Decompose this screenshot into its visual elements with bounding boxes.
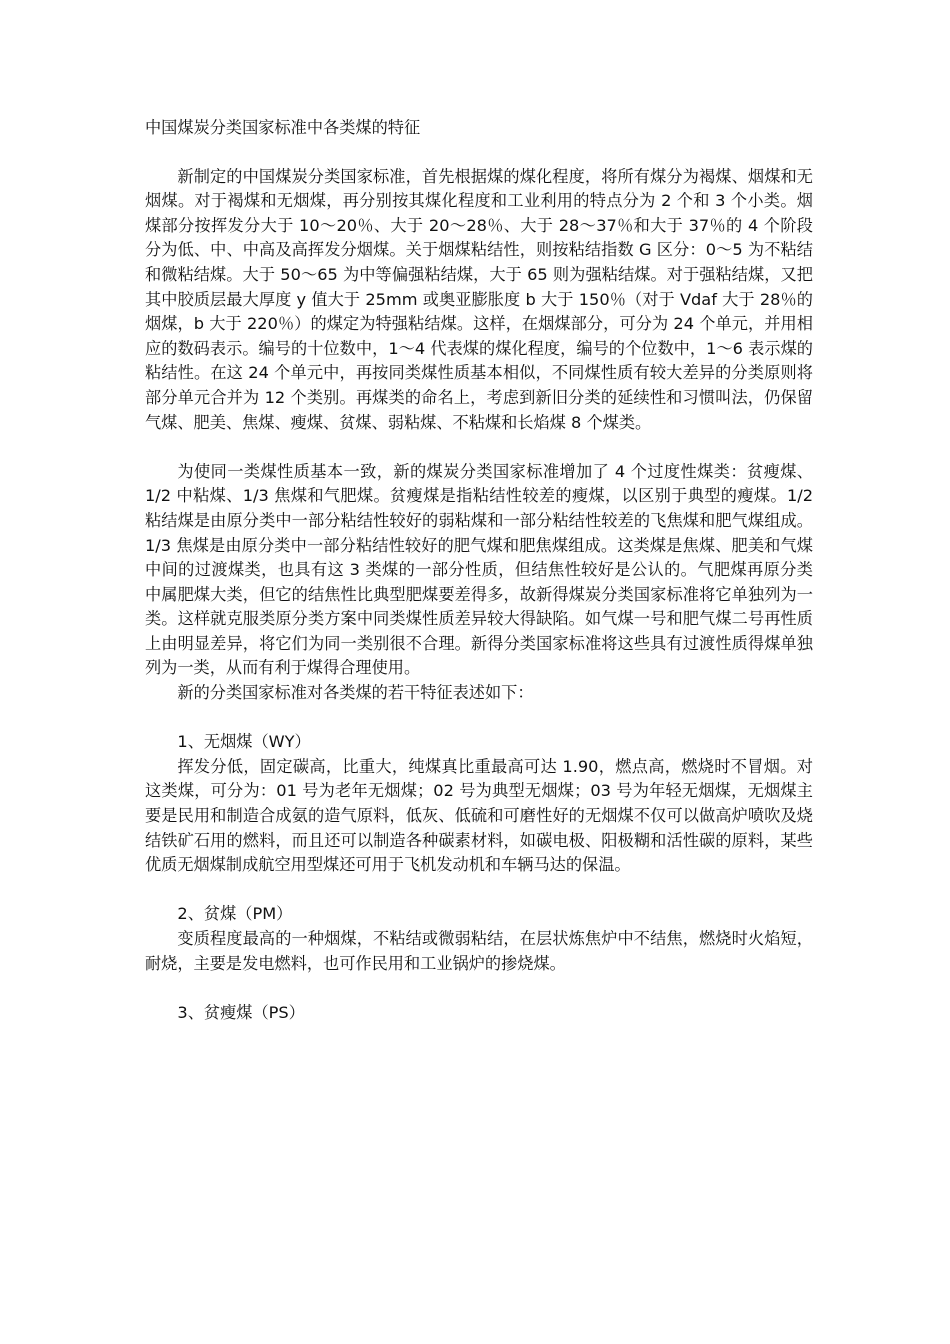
paragraph-classification-overview: 新制定的中国煤炭分类国家标准，首先根据煤的煤化程度，将所有煤分为褐煤、烟煤和无烟煤。对于褐煤和无烟煤，再分别按其煤化程度和工业利用的特点分为 2 个和 3 个小类。烟煤部分按挥发分大于 10～20％、大于 20～28％、大于 28～37％和大于 37％的 4 个阶段分为低、中、中高及高挥发分烟煤。关于烟煤粘结性，则按粘结指数 G 区分：0～5 为不粘结和微粘结煤。大于 50～65 为中等偏强粘结煤，大于 65 则为强粘结煤。对于强粘结煤，又把其中胶质层最大厚度 y 值大于 25mm 或奥亚膨胀度 b 大于 150％（对于 Vdaf 大于 28％的烟煤，b 大于 220％）的煤定为特强粘结煤。这样，在烟煤部分，可分为 24 个单元，并用相应的数码表示。编号的十位数中，1～4 代表煤的煤化程度，编号的个位数中，1～6 表示煤的粘结性。在这 24 个单元中，再按同类煤性质基本相似，不同煤性质有较大差异的分类原则将部分单元合并为 12 个类别。再煤类的命名上，考虑到新旧分类的延续性和习惯叫法，仍保留气煤、肥美、焦煤、瘦煤、贫煤、弱粘煤、不粘煤和长焰煤 8 个煤类。 [145, 166, 813, 432]
section-heading-lean-meager-coal: 3、贫瘦煤（PS） [177, 1002, 305, 1022]
section-body-anthracite: 挥发分低，固定碳高，比重大，纯煤真比重最高可达 1.90，燃点高，燃烧时不冒烟。对这类煤，可分为：01 号为老年无烟煤；02 号为典型无烟煤；03 号为年轻无烟煤，无烟煤主要是民用和制造合成氨的造气原料，低灰、低硫和可磨性好的无烟煤不仅可以做高炉喷吹及烧结铁矿石用的燃料，而且还可以制造各种碳素材料，如碳电极、阳极糊和活性碳的原料，某些优质无烟煤制成航空用型煤还可用于飞机发动机和车辆马达的保温。 [145, 756, 813, 875]
paragraph-gap [145, 878, 813, 903]
document-page [145, 116, 813, 1025]
section-heading-anthracite: 1、无烟煤（WY） [177, 732, 311, 752]
section-body-lean-coal: 变质程度最高的一种烟煤，不粘结或微弱粘结，在层状炼焦炉中不结焦，燃烧时火焰短，耐烧，主要是发电燃料，也可作民用和工业锅炉的掺烧煤。 [145, 929, 813, 973]
paragraph-gap [145, 976, 813, 1001]
paragraph-transitional-coals: 为使同一类煤性质基本一致，新的煤炭分类国家标准增加了 4 个过度性煤类：贫瘦煤、1/2 中粘煤、1/3 焦煤和气肥煤。贫瘦煤是指粘结性较差的瘦煤，以区别于典型的瘦煤。1/2 粘结煤是由原分类中一部分粘结性较好的弱粘煤和一部分粘结性较差的飞焦煤和肥气煤组成。1/3 焦煤是由原分类中一部分粘结性较好的肥气煤和肥焦煤组成。这类煤是焦煤、肥美和气煤中间的过渡煤类，也具有这 3 类煤的一部分性质，但结焦性较好是公认的。气肥煤再原分类中属肥煤大类，但它的结焦性比典型肥煤要差得多，故新得煤炭分类国家标准将它单独列为一类。这样就克服类原分类方案中同类煤性质差异较大得缺陷。如气煤一号和肥气煤二号再性质上由明显差异，将它们为同一类别很不合理。新得分类国家标准将这些具有过渡性质得煤单独列为一类，从而有利于煤得合理使用。 [145, 461, 813, 678]
paragraph-intro-features: 新的分类国家标准对各类煤的若干特征表述如下： [177, 683, 534, 703]
section-heading-lean-coal: 2、贫煤（PM） [177, 904, 293, 924]
paragraph-gap [145, 706, 813, 731]
paragraph-gap [145, 435, 813, 460]
document-title: 中国煤炭分类国家标准中各类煤的特征 [145, 118, 421, 137]
